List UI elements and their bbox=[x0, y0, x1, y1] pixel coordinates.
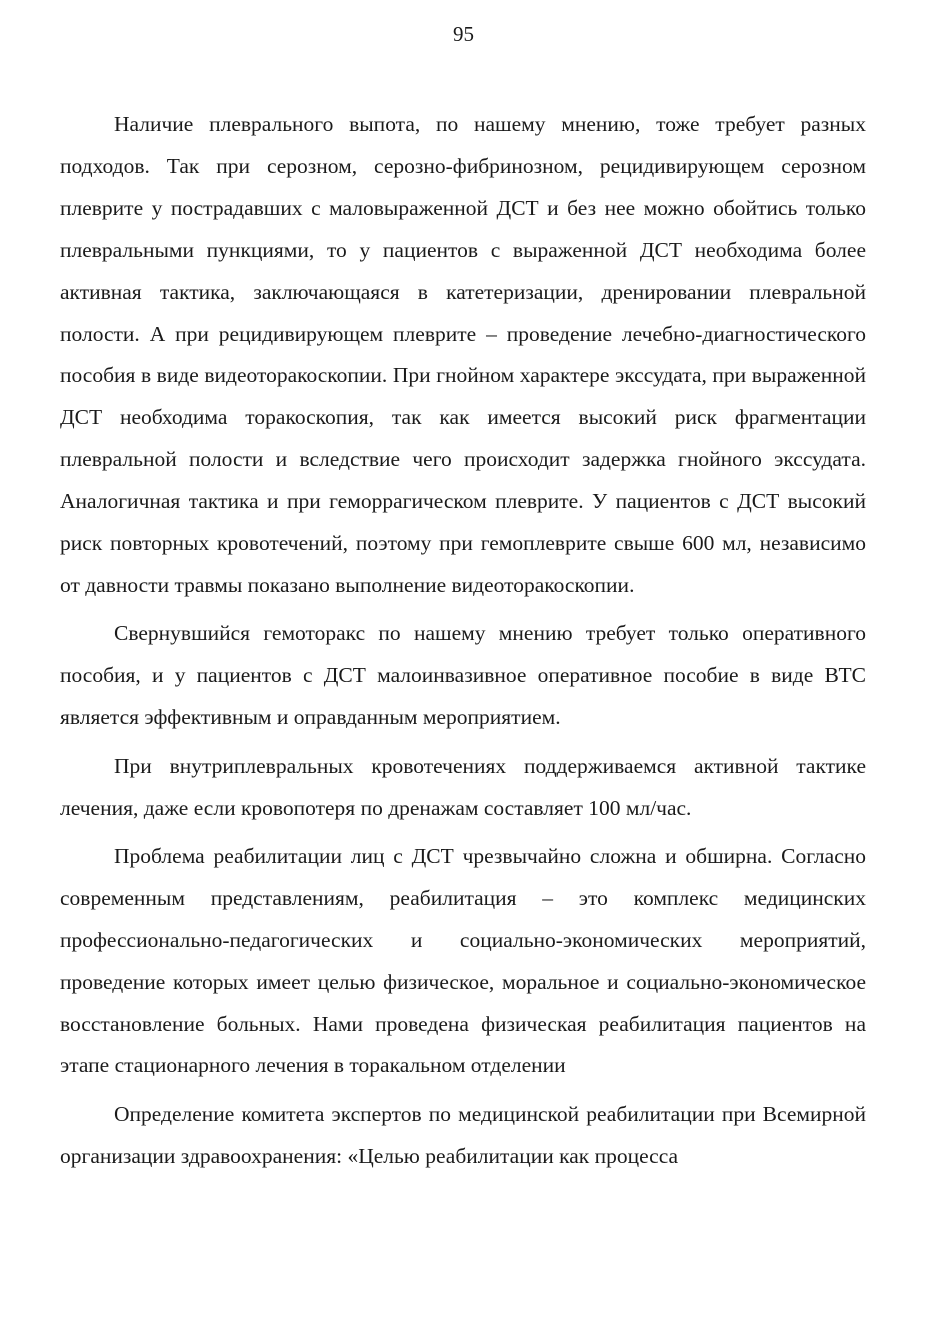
paragraph-clotted-hemothorax: Свернувшийся гемоторакс по нашему мнению требует только оперативного пособия, и у пациентов с ДСТ малоинвазивное оперативное пособие в виде ВТС является эффективным и оправданным мероприятием. bbox=[60, 621, 866, 730]
body-text bbox=[60, 104, 866, 1178]
page-number: 95 bbox=[453, 22, 474, 46]
paragraph-who-definition: Определение комитета экспертов по медицинской реабилитации при Всемирной организации здравоохранения: «Целью реабилитации как процесса bbox=[60, 1101, 866, 1168]
paragraph-pleural-effusion: Наличие плеврального выпота, по нашему мнению, тоже требует разных подходов. Так при серозном, серозно-фибринозном, рецидивирующем серозном плеврите у пострадавших с маловыраженной ДСТ и без нее можно обойтись только плевральными пункциями, то у пациентов с выраженной ДСТ необходима более активная тактика, заключающаяся в катетеризации, дренировании плевральной полости. А при рецидивирующем плеврите – проведение лечебно-диагностического пособия в виде видеоторакоскопии. При гнойном характере экссудата, при выраженной ДСТ необходима торакоскопия, так как имеется высокий риск фрагментации плевральной полости и вследствие чего происходит задержка гнойного экссудата. Аналогичная тактика и при геморрагическом плеврите. У пациентов с ДСТ высокий риск повторных кровотечений, поэтому при гемоплеврите свыше 600 мл, независимо от давности травмы показано выполнение видеоторакоскопии. bbox=[60, 112, 866, 597]
paragraph-intrapleural-bleeding: При внутриплевральных кровотечениях поддерживаемся активной тактике лечения, даже если кровопотеря по дренажам составляет 100 мл/час. bbox=[60, 753, 866, 820]
paragraph-rehabilitation: Проблема реабилитации лиц с ДСТ чрезвычайно сложна и обширна. Согласно современным представлениям, реабилитация – это комплекс медицинских профессионально-педагогических и социально-экономических мероприятий, проведение которых имеет целью физическое, моральное и социально-экономическое восстановление больных. Нами проведена физическая реабилитация пациентов на этапе стационарного лечения в торакальном отделении bbox=[60, 843, 866, 1078]
